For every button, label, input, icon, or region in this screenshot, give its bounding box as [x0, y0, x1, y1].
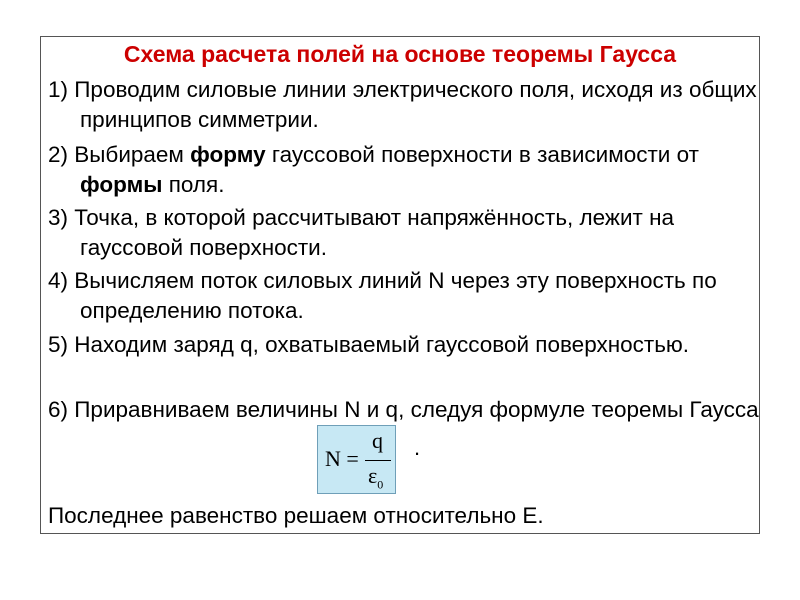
slide-frame [40, 36, 760, 534]
epsilon-symbol: ε [368, 463, 378, 488]
step-2-pre: 2) Выбираем [48, 142, 191, 167]
step-6: 6) Приравниваем величины N и q, следуя формуле теоремы Гаусса [48, 397, 759, 422]
formula-lhs: N = [325, 446, 359, 471]
formula-numerator: q [372, 428, 383, 453]
slide-title: Схема расчета полей на основе теоремы Гаусса [123, 41, 677, 67]
step-2-mid: гауссовой поверхности в зависимости от [265, 142, 699, 167]
gauss-formula [317, 425, 396, 494]
formula-denominator [368, 463, 383, 492]
step-2-bold-form: форму [190, 142, 266, 167]
step-5: 5) Находим заряд q, охватываемый гауссовой поверхностью. [48, 332, 690, 357]
conclusion-text: Последнее равенство решаем относительно E. [48, 503, 544, 528]
step-2 [48, 140, 770, 200]
fraction-bar [365, 460, 391, 461]
epsilon-subscript: 0 [377, 477, 384, 492]
step-2-bold-forms: формы [80, 172, 163, 197]
step-3: 3) Точка, в которой рассчитывают напряжённость, лежит на гауссовой поверхности. [48, 205, 675, 260]
step-1: 1) Проводим силовые линии электрического поля, исходя из общих принципов симметрии. [48, 77, 757, 132]
formula-trailing-dot: . [414, 435, 421, 460]
step-2-post: поля. [162, 172, 225, 197]
step-4: 4) Вычисляем поток силовых линий N через эту поверхность по определению потока. [48, 268, 717, 323]
